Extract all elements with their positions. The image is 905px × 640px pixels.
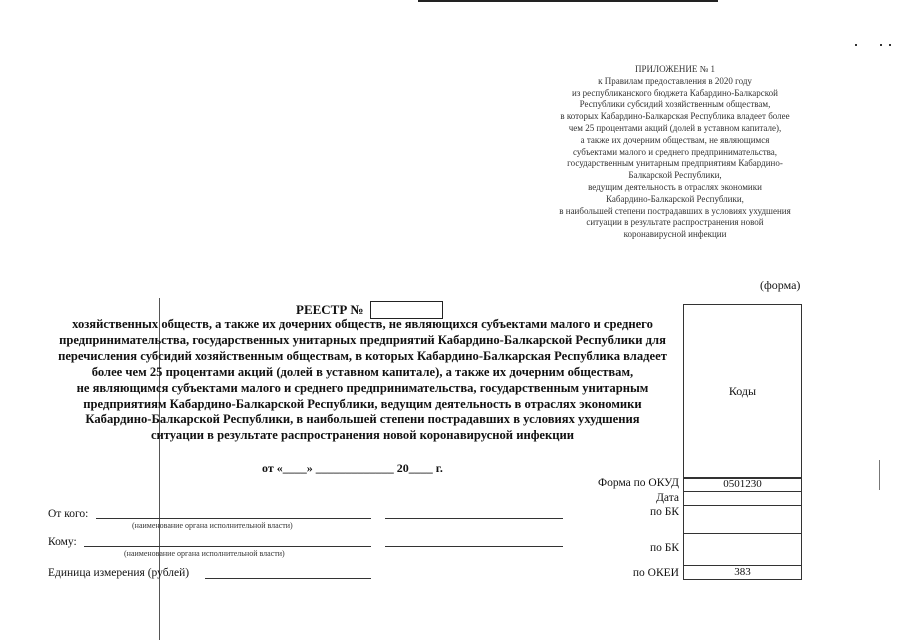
- appendix-line: в наибольшей степени пострадавших в условиях ухудшения: [559, 205, 791, 216]
- appendix-line: государственным унитарным предприятиям Кабардино-: [567, 158, 783, 169]
- registry-description: [40, 317, 685, 444]
- to-field-line-2[interactable]: [385, 546, 563, 547]
- bk2-code-cell[interactable]: [683, 533, 802, 566]
- form-label: (форма): [760, 278, 801, 292]
- appendix-line: Кабардино-Балкарской Республики,: [606, 193, 744, 204]
- okei-label: по ОКЕИ: [632, 567, 679, 579]
- appendix-line: в которых Кабардино-Балкарская Республика владеет более: [560, 111, 790, 122]
- bk1-label: по БК: [649, 506, 679, 518]
- from-field-line[interactable]: [96, 518, 371, 519]
- codes-header: Коды: [728, 384, 757, 398]
- date-label: Дата: [656, 492, 679, 504]
- appendix-line: Республики субсидий хозяйственным обществам,: [579, 99, 771, 110]
- unit-label: Единица измерения (рублей): [48, 567, 190, 579]
- appendix-line: ведущим деятельность в отраслях экономики: [588, 181, 762, 192]
- scan-edge-mark: [879, 460, 880, 490]
- description-line: предприятиям Кабардино-Балкарской Республики, ведущим деятельность в отраслях экономики: [83, 396, 642, 411]
- appendix-line: а также их дочерним обществам, не являющимся: [580, 134, 770, 145]
- okei-code-cell: 383: [683, 565, 802, 580]
- appendix-line: к Правилам предоставления в 2020 году: [598, 75, 752, 86]
- okud-code-cell: 0501230: [683, 477, 802, 492]
- description-line: хозяйственных обществ, а также их дочерних обществ, не являющихся субъектами малого и среднего: [72, 317, 653, 331]
- registry-title: РЕЕСТР №: [296, 302, 364, 317]
- appendix-line: ситуации в результате распространения новой: [586, 217, 764, 228]
- appendix-line: чем 25 процентами акций (долей в уставном капитале),: [568, 122, 782, 133]
- scan-speck: [855, 44, 857, 46]
- description-line: более чем 25 процентами акций (долей в уставном капитале), а также их дочерним обществам,: [91, 364, 634, 379]
- bk2-label: по БК: [649, 542, 679, 554]
- date-code-cell[interactable]: [683, 491, 802, 506]
- scan-top-edge: [418, 0, 718, 2]
- appendix-header: [510, 64, 840, 241]
- to-hint: (наименование органа исполнительной власти): [124, 549, 285, 558]
- date-line: от «____» _____________ 20____ г.: [262, 461, 443, 475]
- appendix-line: коронавирусной инфекции: [623, 229, 727, 240]
- description-line: Кабардино-Балкарской Республики, в наибольшей степени пострадавших в условиях ухудшения: [85, 412, 640, 427]
- appendix-line: Балкарской Республики,: [628, 170, 722, 181]
- okud-label: Форма по ОКУД: [598, 477, 679, 489]
- from-field-line-2[interactable]: [385, 518, 563, 519]
- scan-speck: [880, 44, 882, 46]
- description-line: не являющимся субъектами малого и среднего предпринимательства, государственным унитарным: [76, 380, 649, 395]
- to-label: Кому:: [48, 536, 77, 548]
- appendix-line: из республиканского бюджета Кабардино-Балкарской: [572, 87, 778, 98]
- from-label: От кого:: [48, 508, 89, 520]
- unit-field-line[interactable]: [205, 578, 371, 579]
- description-line: перечисления субсидий хозяйственным обществам, в которых Кабардино-Балкарская Республика владеет: [58, 348, 667, 363]
- appendix-line: субъектами малого и среднего предпринимательства,: [572, 146, 778, 157]
- appendix-line: ПРИЛОЖЕНИЕ № 1: [634, 64, 716, 74]
- description-line: ситуации в результате распространения новой коронавирусной инфекции: [150, 428, 575, 443]
- scan-speck: [889, 44, 891, 46]
- bk1-code-cell[interactable]: [683, 505, 802, 534]
- from-hint: (наименование органа исполнительной власти): [132, 521, 293, 530]
- description-line: предпринимательства, государственных унитарных предприятий Кабардино-Балкарской Республики для: [59, 332, 666, 347]
- to-field-line[interactable]: [84, 546, 371, 547]
